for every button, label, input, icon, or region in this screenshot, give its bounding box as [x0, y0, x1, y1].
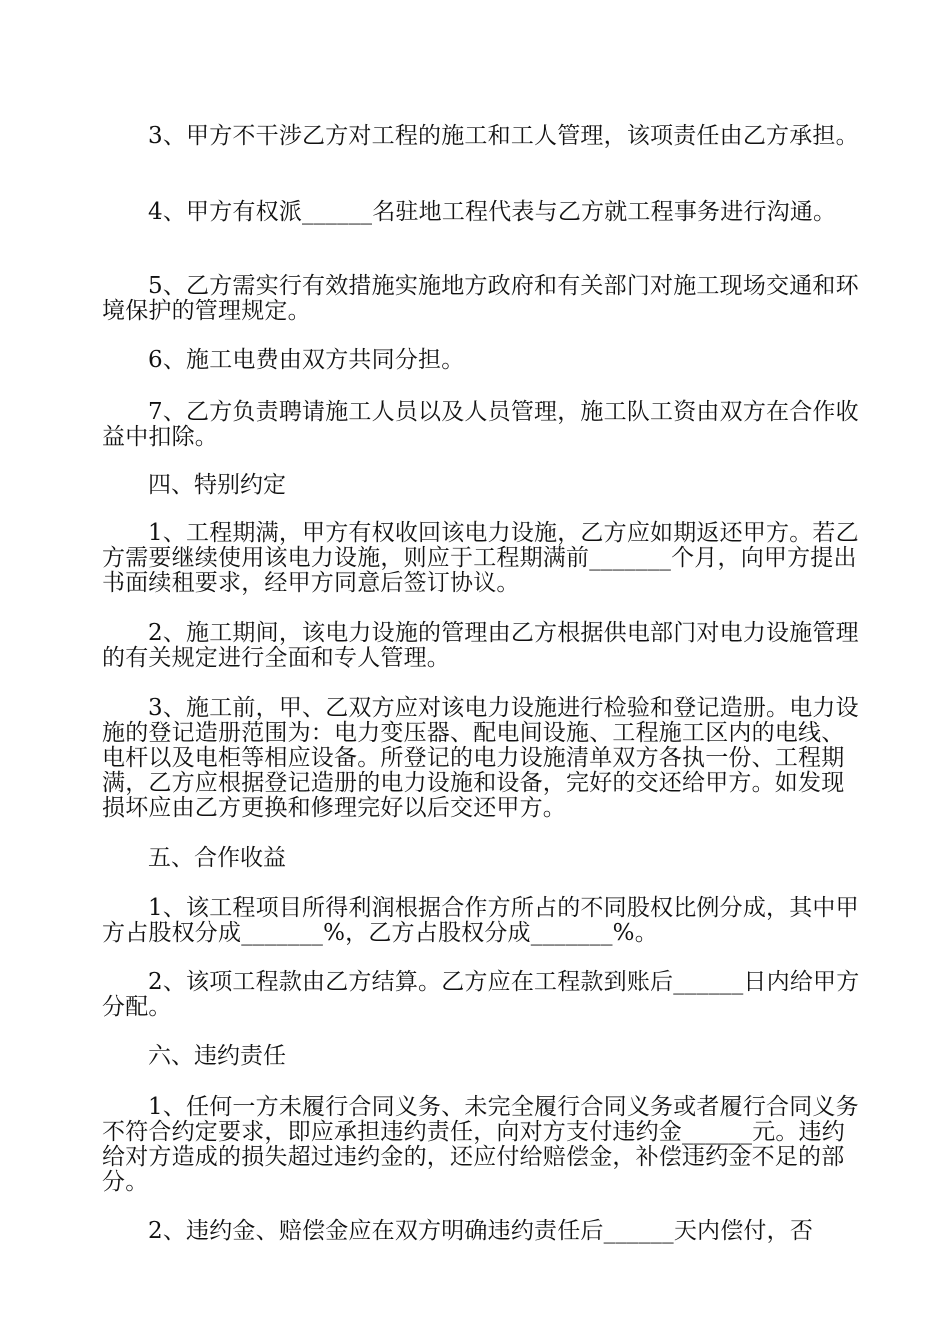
paragraph-3-non-interference: 3、甲方不干涉乙方对工程的施工和工人管理，该项责任由乙方承担。	[148, 123, 859, 149]
section-heading-liability: 六、违约责任	[148, 1043, 286, 1069]
paragraph-5-environmental-protection: 5、乙方需实行有效措施实施地方政府和有关部门对施工现场交通和环境保护的管理规定。	[102, 273, 859, 324]
paragraph-profit-2-settlement: 2、该项工程款由乙方结算。乙方应在工程款到账后______日内给甲方分配。	[102, 969, 860, 1020]
paragraph-4-site-representative: 4、甲方有权派______名驻地工程代表与乙方就工程事务进行沟通。	[148, 199, 837, 225]
paragraph-liability-2-payment: 2、违约金、赔偿金应在双方明确违约责任后______天内偿付，否	[148, 1218, 814, 1244]
section-heading-profit-sharing: 五、合作收益	[148, 845, 286, 871]
section-heading-special-terms: 四、特别约定	[148, 472, 286, 498]
paragraph-profit-1-equity: 1、该工程项目所得利润根据合作方所占的不同股权比例分成，其中甲方占股权分成_______%，乙方占股权分成_______%。	[102, 895, 859, 946]
paragraph-6-electricity-fee: 6、施工电费由双方共同分担。	[148, 347, 465, 373]
paragraph-special-1-expiry: 1、工程期满，甲方有权收回该电力设施，乙方应如期返还甲方。若乙方需要继续使用该电力设施，则应于工程期满前_______个月，向甲方提出书面续租要求，经甲方同意后签订协议。	[102, 520, 859, 596]
paragraph-liability-1-penalty: 1、任何一方未履行合同义务、未完全履行合同义务或者履行合同义务不符合约定要求，即应承担违约责任，向对方支付违约金______元。违约给对方造成的损失超过违约金的，还应付给赔偿金，补偿违约金不足的部分。	[102, 1094, 859, 1195]
paragraph-special-3-registration: 3、施工前，甲、乙双方应对该电力设施进行检验和登记造册。电力设施的登记造册范围为：电力变压器、配电间设施、工程施工区内的电线、电杆以及电柜等相应设备。所登记的电力设施清单双方各执一份、工程期满，乙方应根据登记造册的电力设施和设备，完好的交还给甲方。如发现损坏应由乙方更换和修理完好以后交还甲方。	[102, 695, 859, 821]
paragraph-special-2-management: 2、施工期间，该电力设施的管理由乙方根据供电部门对电力设施管理的有关规定进行全面和专人管理。	[102, 620, 859, 671]
paragraph-7-worker-management: 7、乙方负责聘请施工人员以及人员管理，施工队工资由双方在合作收益中扣除。	[102, 399, 859, 450]
